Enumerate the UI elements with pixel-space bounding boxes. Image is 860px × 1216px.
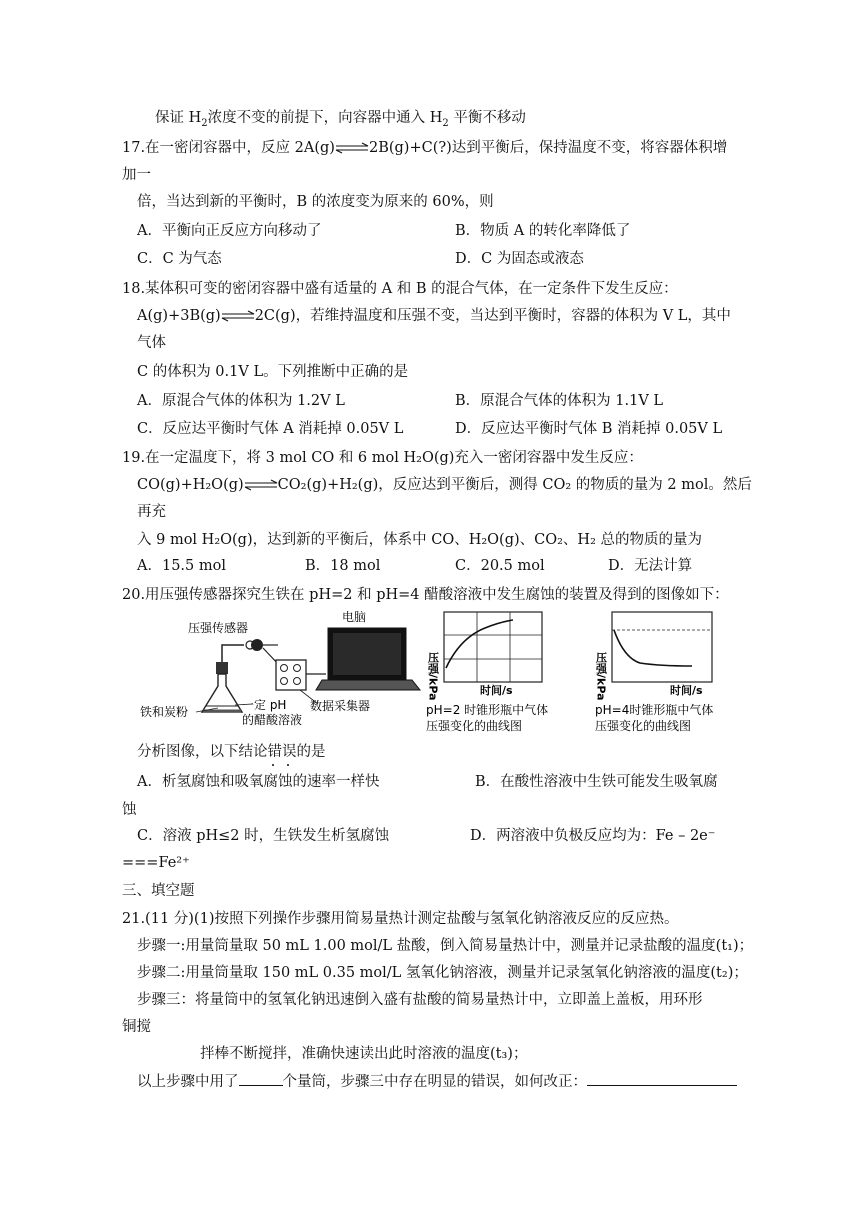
label-computer: 电脑 — [342, 610, 367, 624]
q18-option-c[interactable]: C．反应达平衡时气体 A 消耗掉 0.05V L — [137, 421, 404, 437]
section-heading: 三、填空题 — [122, 883, 195, 899]
graph-ph2 — [426, 612, 548, 733]
q17-option-b[interactable]: B．物质 A 的转化率降低了 — [455, 223, 631, 239]
q19-option-b[interactable]: B．18 mol — [305, 558, 381, 574]
q17-option-a[interactable]: A．平衡向正反应方向移动了 — [137, 223, 322, 239]
graph1-caption-1: pH=2 时锥形瓶中气体 — [426, 703, 549, 717]
q21-step-3-cont-2: 拌棒不断搅拌，准确快速读出此时溶液的温度(t₃)； — [200, 1046, 528, 1062]
q17-stem-3: 倍，当达到新的平衡时，B 的浓度变为原来的 60%，则 — [137, 194, 494, 210]
graph2-caption-2: 压强变化的曲线图 — [595, 719, 692, 733]
q18-stem-4: C 的体积为 0.1V L。下列推断中正确的是 — [137, 364, 409, 380]
q20-option-d[interactable]: D．两溶液中负极反应均为：Fe – 2e⁻ — [470, 828, 716, 844]
intro-text-a: 保证 H — [155, 110, 202, 126]
graph-ph4 — [595, 612, 714, 733]
q20-option-d-cont: ===Fe²⁺ — [122, 855, 190, 871]
label-pressure-sensor: 压强传感器 — [188, 621, 249, 635]
q17-stem-2: 加一 — [122, 167, 151, 183]
q19-option-a[interactable]: A．15.5 mol — [137, 558, 226, 574]
answer-blank-1[interactable] — [239, 1071, 283, 1086]
equilibrium-arrow-icon — [244, 479, 278, 491]
intro-text-b: 浓度不变的前提下，向容器中通入 H — [207, 110, 443, 126]
data-collector-icon — [276, 660, 306, 690]
q20-emphasis — [268, 744, 297, 760]
q17-option-d[interactable]: D．C 为固态或液态 — [455, 251, 584, 267]
q18-stem-3: 气体 — [137, 335, 166, 351]
q19-stem-2a: CO(g)+H₂O(g) — [137, 477, 244, 493]
pressure-sensor-icon — [251, 639, 263, 651]
q18-stem-2b: 2C(g)，若维持温度和压强不变，当达到平衡时，容器的体积为 V L，其中 — [254, 308, 731, 324]
laptop-icon — [316, 628, 420, 690]
q21-step-1: 步骤一:用量筒量取 50 mL 1.00 mol/L 盐酸，倒入简易量热计中，测量并记录盐酸的温度(t₁)； — [137, 938, 754, 954]
q21-step-3-cont: 铜搅 — [122, 1019, 151, 1035]
graph2-curve — [614, 630, 692, 666]
q20-option-b-cont: 蚀 — [122, 802, 137, 818]
graph2-xlabel: 时间/s — [670, 684, 703, 697]
intro-text-c: 平衡不移动 — [453, 110, 526, 126]
answer-blank-2[interactable] — [587, 1071, 737, 1086]
q20-option-b[interactable]: B．在酸性溶液中生铁可能发生吸氧腐 — [475, 774, 718, 790]
graph1-ylabel: 压强/kPa — [426, 652, 440, 701]
q20-option-c[interactable]: C．溶液 pH≤2 时，生铁发生析氢腐蚀 — [137, 828, 390, 844]
graph1-xlabel: 时间/s — [480, 684, 513, 697]
q20-stem: 20.用压强传感器探究生铁在 pH=2 和 pH=4 醋酸溶液中发生腐蚀的装置及得到的图像如下： — [122, 587, 729, 603]
q18-stem-2a: A(g)+3B(g) — [137, 308, 221, 324]
graph2-caption-1: pH=4时锥形瓶中气体 — [595, 703, 714, 717]
q17-option-c[interactable]: C．C 为气态 — [137, 251, 222, 267]
graph2-ylabel: 压强/kPa — [594, 652, 608, 701]
q18-option-d[interactable]: D．反应达平衡时气体 B 消耗掉 0.05V L — [455, 421, 723, 437]
label-data-collector: 数据采集器 — [310, 699, 371, 713]
q19-stem-3: 再充 — [137, 504, 166, 520]
label-iron-carbon: 铁和炭粉 — [140, 705, 189, 719]
q19-option-d[interactable]: D．无法计算 — [608, 558, 693, 574]
intro-line: 保证 $H_2$浓度不变的前提下，向容器中通入 $H_2$ 平衡不移动 — [155, 110, 526, 129]
label-acid-2: 的醋酸溶液 — [242, 713, 303, 727]
label-acid-1: 一定 pH — [242, 698, 287, 712]
q18-stem-2 — [137, 306, 731, 326]
equilibrium-arrow-icon — [221, 310, 255, 322]
q19-stem-4: 入 9 mol H₂O(g)，达到新的平衡后，体系中 CO、H₂O(g)、CO₂、H₂ 总的物质的量为 — [137, 532, 703, 548]
graph1-curve — [446, 620, 513, 668]
q17-stem-a: 17.在一密闭容器中，反应 2A(g) — [122, 140, 335, 156]
q20-stem-2 — [137, 742, 326, 762]
q21-stem: 21.(11 分)(1)按照下列操作步骤用简易量热计测定盐酸与氢氧化钠溶液反应的反应热。 — [122, 911, 679, 927]
conical-flask-icon — [202, 662, 242, 712]
q20-option-a[interactable]: A．析氢腐蚀和吸氧腐蚀的速率一样快 — [137, 774, 380, 790]
q20-apparatus-figure — [140, 608, 730, 740]
q21-question — [137, 1071, 737, 1092]
q19-stem-2 — [137, 475, 752, 495]
q17-stem-b: 2B(g)+C(?)达到平衡后，保持温度不变，将容器体积增 — [368, 140, 728, 156]
equilibrium-arrow-icon — [335, 142, 369, 154]
q21-question-b: 个量筒，步骤三中存在明显的错误，如何改正： — [282, 1074, 587, 1090]
q17-stem — [122, 138, 727, 158]
q21-step-2: 步骤二:用量筒量取 150 mL 0.35 mol/L 氢氧化钠溶液，测量并记录氢氧化钠溶液的温度(t₂)； — [137, 965, 748, 981]
q18-option-b[interactable]: B．原混合气体的体积为 1.1V L — [455, 393, 664, 409]
graph1-caption-2: 压强变化的曲线图 — [426, 719, 523, 733]
q19-stem-2b: CO₂(g)+H₂(g)，反应达到平衡后，测得 CO₂ 的物质的量为 2 mol。然后 — [277, 477, 752, 493]
q18-stem: 18.某体积可变的密闭容器中盛有适量的 A 和 B 的混合气体，在一定条件下发生反应： — [122, 281, 678, 297]
q21-step-3: 步骤三：将量筒中的氢氧化钠迅速倒入盛有盐酸的简易量热计中，立即盖上盖板，用环形 — [137, 992, 703, 1008]
q20-emphasis-text: 错误 — [267, 744, 297, 760]
q19-stem: 19.在一定温度下，将 3 mol CO 和 6 mol H₂O(g)充入一密闭容器中发生反应： — [122, 450, 643, 466]
q21-question-a: 以上步骤中用了 — [137, 1074, 239, 1090]
q19-option-c[interactable]: C．20.5 mol — [455, 558, 545, 574]
q20-stem-2a: 分析图像，以下结论 — [137, 744, 268, 760]
q20-stem-2c: 的是 — [296, 744, 326, 760]
q18-option-a[interactable]: A．原混合气体的体积为 1.2V L — [137, 393, 345, 409]
